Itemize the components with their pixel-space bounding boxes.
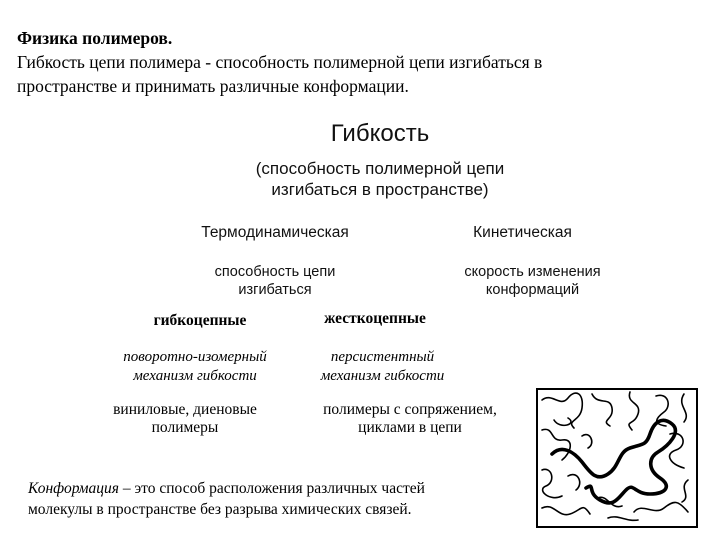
kinetic-desc-line-1: скорость изменения bbox=[464, 264, 601, 280]
flexible-mechanism bbox=[100, 348, 290, 386]
note-line-1 bbox=[28, 478, 528, 499]
note-rest: – это способ расположения различных частей bbox=[119, 480, 425, 497]
diagram-subtitle bbox=[225, 158, 535, 200]
kinetic-label: Кинетическая bbox=[473, 224, 572, 241]
rigid-mech-line-1: персистентный bbox=[330, 349, 435, 365]
diagram-title: Гибкость bbox=[330, 120, 430, 147]
rigid-mechanism bbox=[300, 348, 465, 386]
conformation-definition bbox=[28, 478, 528, 520]
thermo-label: Термодинамическая bbox=[201, 224, 349, 241]
rigid-chain-label: жесткоцепные bbox=[324, 310, 426, 327]
kinetic-desc-line-2: конформаций bbox=[485, 282, 580, 298]
flexible-chain-label: гибкоцепные bbox=[153, 312, 247, 329]
thermo-desc-line-1: способность цепи bbox=[214, 264, 336, 280]
definition-line-2: пространстве и принимать различные конформации. bbox=[17, 76, 409, 96]
flexible-mech-line-1: поворотно-изомерный bbox=[123, 349, 267, 365]
thermo-description bbox=[185, 263, 365, 299]
rigid-examples bbox=[300, 401, 520, 437]
subtitle-line-2: изгибаться в пространстве) bbox=[271, 180, 489, 199]
rigid-ex-line-2: циклами в цепи bbox=[358, 419, 462, 436]
definition-line-1: Гибкость цепи полимера - способность полимерной цепи изгибаться в bbox=[17, 52, 543, 72]
kinetic-description bbox=[440, 263, 625, 299]
page-title: Физика полимеров. bbox=[17, 28, 173, 48]
header-text bbox=[17, 26, 707, 98]
thermo-desc-line-2: изгибаться bbox=[238, 282, 312, 298]
polymer-chains-icon bbox=[538, 390, 696, 526]
note-term: Конформация bbox=[28, 480, 120, 497]
flexible-ex-line-1: виниловые, диеновые bbox=[113, 401, 257, 418]
flexible-examples bbox=[90, 401, 280, 437]
subtitle-line-1: (способность полимерной цепи bbox=[255, 159, 505, 178]
flexible-mech-line-2: механизм гибкости bbox=[133, 368, 257, 384]
note-line-2: молекулы в пространстве без разрыва химических связей. bbox=[28, 501, 412, 518]
rigid-ex-line-1: полимеры с сопряжением, bbox=[323, 401, 497, 418]
flexible-ex-line-2: полимеры bbox=[151, 419, 219, 436]
rigid-mech-line-2: механизм гибкости bbox=[320, 368, 445, 384]
polymer-chains-image bbox=[536, 388, 698, 528]
